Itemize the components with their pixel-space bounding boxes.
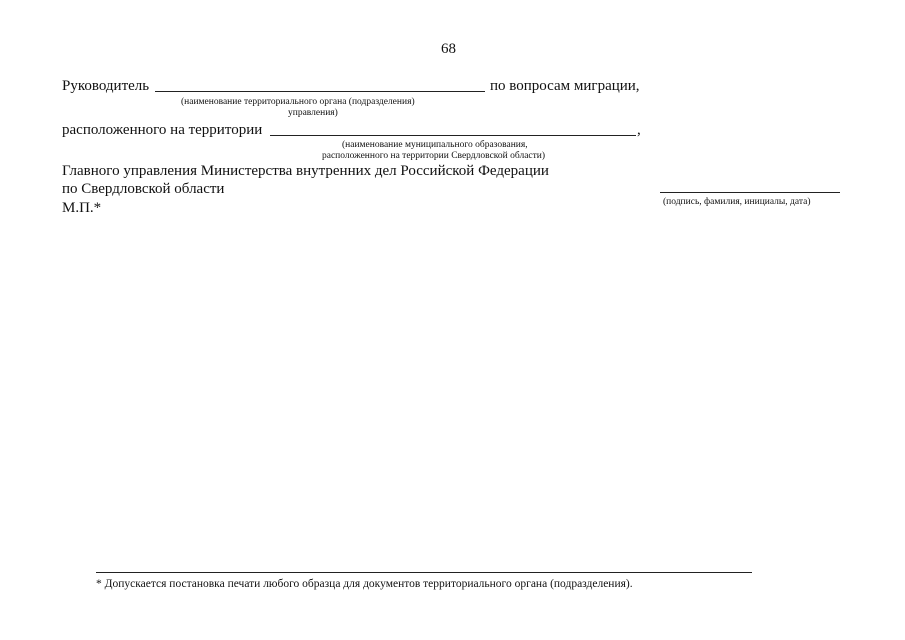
territory-label: расположенного на территории [62, 122, 263, 138]
region-line: по Свердловской области [62, 181, 225, 197]
territorial-organ-caption: (наименование территориального органа (подразделения) [181, 97, 415, 107]
ministry-line: Главного управления Министерства внутренних дел Российской Федерации [62, 163, 549, 179]
page-number: 68 [441, 41, 456, 57]
head-label: Руководитель [62, 78, 150, 94]
municipality-caption: (наименование муниципального образования, [342, 140, 528, 150]
signature-caption: (подпись, фамилия, инициалы, дата) [663, 197, 811, 207]
territory-comma: , [637, 122, 641, 138]
stamp-mark: М.П.* [62, 200, 102, 216]
municipality-caption-2: расположенного на территории Свердловской области) [322, 151, 546, 161]
territorial-organ-blank[interactable] [155, 91, 485, 92]
migration-label: по вопросам миграции, [490, 78, 640, 94]
footnote: * Допускается постановка печати любого образца для документов территориального органа (подразделения). [96, 578, 633, 590]
territorial-organ-caption-2: управления) [288, 108, 338, 118]
footnote-separator [96, 572, 752, 573]
municipality-blank[interactable] [270, 135, 636, 136]
signature-blank[interactable] [660, 192, 840, 193]
